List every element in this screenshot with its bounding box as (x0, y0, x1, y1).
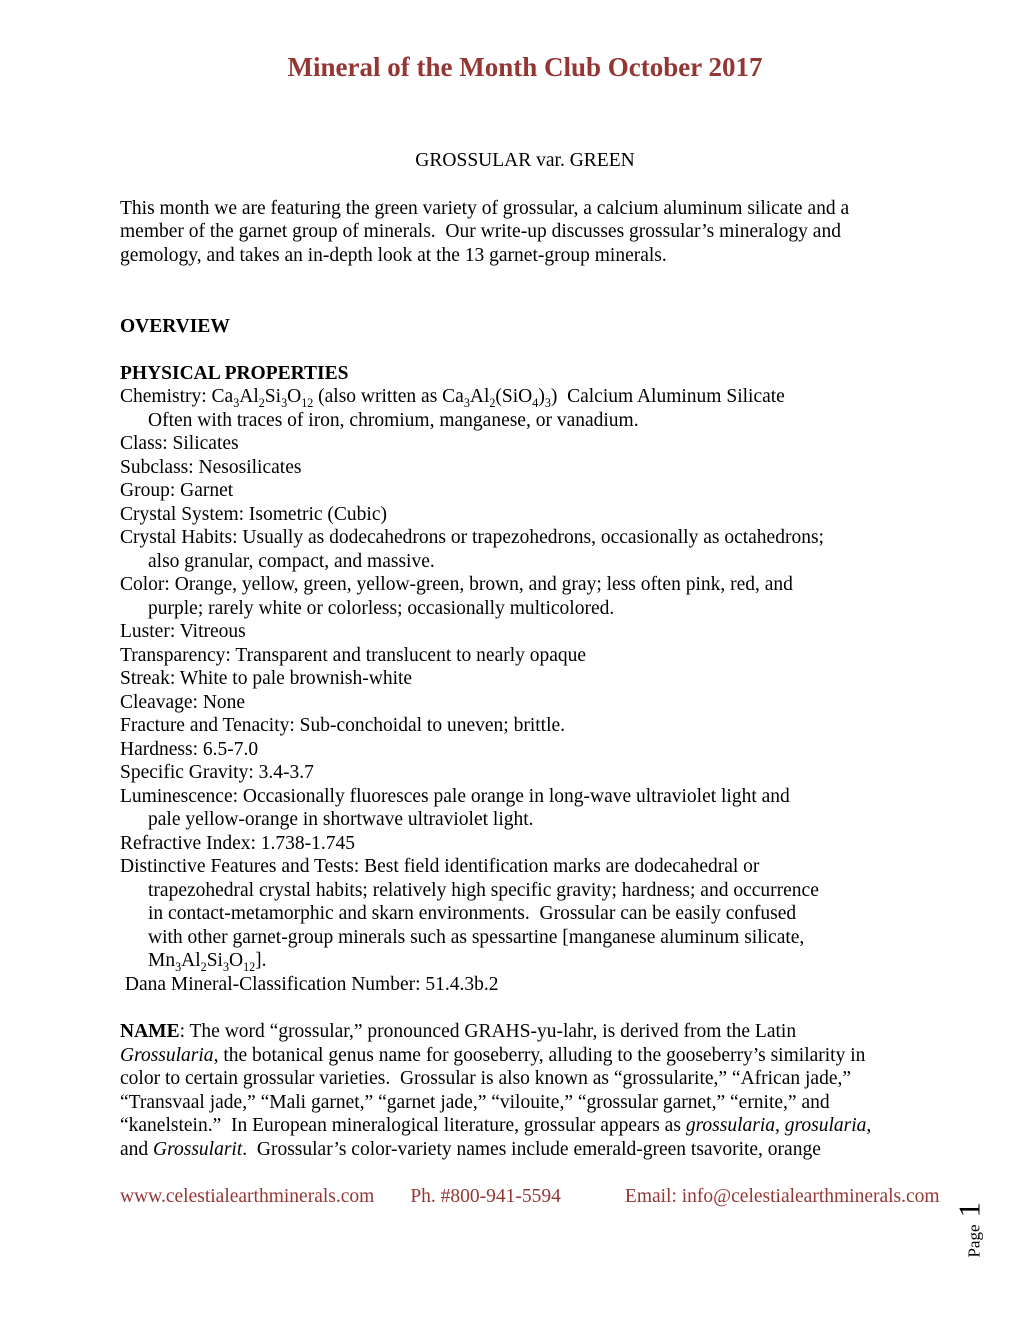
name-paragraph (120, 1020, 930, 1161)
text-line: gemology, and takes an in-depth look at the 13 garnet-group minerals. (120, 244, 667, 266)
text-line: Color: Orange, yellow, green, yellow-green, brown, and gray; less often pink, red, and (120, 574, 793, 595)
text-line: Luminescence: Occasionally fluoresces pale orange in long-wave ultraviolet light and (120, 785, 790, 807)
physical-properties-heading: PHYSICAL PROPERTIES (120, 362, 349, 384)
document-page (120, 0, 940, 1209)
text-line: Chemistry: $Ca_3Al_2Si_3O_{12}$ (also written as $Ca_3Al_2(SiO_4)_3$) Calcium Aluminum Silicate (120, 386, 785, 410)
text-line: “kanelstein.” In European mineralogical literature, grossular appears as grossularia, grosularia, (120, 1115, 872, 1136)
text-line: with other garnet-group minerals such as spessartine [manganese aluminum silicate, (148, 926, 805, 948)
text-line: Often with traces of iron, chromium, manganese, or vanadium. (148, 409, 639, 431)
text-line: Hardness: 6.5-7.0 (120, 738, 259, 760)
page-footer (120, 1185, 940, 1209)
text-line: Grossularia, the botanical genus name for gooseberry, alluding to the gooseberry’s similarity in (120, 1044, 866, 1066)
text-line: Fracture and Tenacity: Sub-conchoidal to uneven; brittle. (120, 715, 566, 736)
text-line: $Mn_3Al_2Si_3O_{12}$]. (148, 950, 267, 974)
text-line: also granular, compact, and massive. (148, 550, 435, 572)
document-subtitle: GROSSULAR var. GREEN (415, 150, 635, 171)
footer-email: Email: info@celestialearthminerals.com (624, 1186, 940, 1207)
text-line: member of the garnet group of minerals. Our write-up discusses grossular’s mineralogy and (120, 221, 841, 242)
text-line: Cleavage: None (120, 691, 246, 713)
text-line: Subclass: Nesosilicates (120, 456, 302, 478)
text-line: Luster: Vitreous (120, 621, 246, 642)
text-line: color to certain grossular varieties. Grossular is also known as “grossularite,” “African jade,” (120, 1068, 852, 1089)
intro-paragraph (120, 197, 930, 268)
text-line: and Grossularit. Grossular’s color-variety names include emerald-green tsavorite, orange (120, 1138, 821, 1160)
text-line: Dana Mineral-Classification Number: 51.4.3b.2 (120, 973, 499, 995)
text-line: trapezohedral crystal habits; relatively high specific gravity; hardness; and occurrence (148, 879, 819, 901)
text-line: Crystal Habits: Usually as dodecahedrons or trapezohedrons, occasionally as octahedrons; (120, 527, 824, 548)
footer-phone: Ph. #800-941-5594 (410, 1186, 561, 1207)
text-line: in contact-metamorphic and skarn environments. Grossular can be easily confused (148, 903, 797, 924)
text-line: pale yellow-orange in shortwave ultraviolet light. (148, 809, 534, 830)
text-line: Transparency: Transparent and translucent to nearly opaque (120, 644, 587, 666)
text-line: Streak: White to pale brownish-white (120, 668, 413, 689)
text-line: purple; rarely white or colorless; occasionally multicolored. (148, 597, 615, 619)
text-line: Crystal System: Isometric (Cubic) (120, 503, 388, 525)
text-line: “Transvaal jade,” “Mali garnet,” “garnet jade,” “vilouite,” “grossular garnet,” “ernite,” and (120, 1091, 830, 1113)
page-title: Mineral of the Month Club October 2017 (287, 52, 763, 82)
text-line: Group: Garnet (120, 480, 234, 501)
text-line: This month we are featuring the green variety of grossular, a calcium aluminum silicate and a (120, 197, 850, 219)
text-line: Distinctive Features and Tests: Best field identification marks are dodecahedral or (120, 856, 760, 877)
text-line: NAME: The word “grossular,” pronounced GRAHS-yu-lahr, is derived from the Latin (120, 1021, 797, 1042)
text-line: Specific Gravity: 3.4-3.7 (120, 762, 314, 783)
page-number: 1 (952, 1202, 987, 1218)
footer-website: www.celestialearthminerals.com (120, 1186, 375, 1207)
overview-heading: OVERVIEW (120, 316, 230, 337)
physical-properties-list (120, 385, 930, 996)
page-number-sidebar (952, 1202, 988, 1258)
page-label: Page (965, 1224, 984, 1258)
text-line: Class: Silicates (120, 433, 239, 454)
text-line: Refractive Index: 1.738-1.745 (120, 832, 356, 854)
